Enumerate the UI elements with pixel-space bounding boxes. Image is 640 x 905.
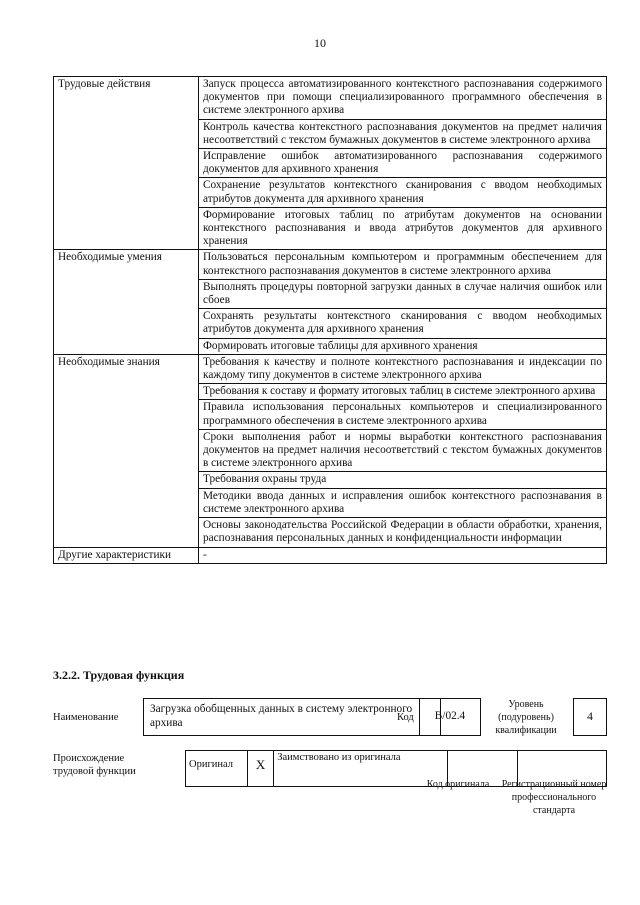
section-title: 3.2.2. Трудовая функция bbox=[53, 668, 185, 682]
row-label: Необходимые умения bbox=[54, 250, 199, 354]
function-name-row bbox=[53, 698, 607, 738]
table-cell: Требования к качеству и полноте контекстного распознавания и индексации по каждому типу документов в системе электронного архива bbox=[199, 354, 607, 383]
row-label: Необходимые знания bbox=[54, 354, 199, 547]
table-cell: Основы законодательства Российской Федерации в области обработки, хранения, распознавания персональных данных и конфиденциальности информации bbox=[199, 518, 607, 547]
origin-label: Происхождение трудовой функции bbox=[53, 753, 136, 777]
code-value: B/02.4 bbox=[419, 698, 481, 736]
row-label: Другие характеристики bbox=[54, 547, 199, 563]
table-row bbox=[54, 354, 607, 383]
table-row bbox=[54, 77, 607, 120]
table-cell: Сохранение результатов контекстного сканирования с вводом необходимых атрибутов документа для архивного хранения bbox=[199, 178, 607, 207]
labor-function-table bbox=[53, 76, 607, 564]
table-cell: Методики ввода данных и исправления ошибок контекстного распознавания в системе электронного архива bbox=[199, 488, 607, 517]
origin-code-caption: Код оригинала bbox=[426, 779, 490, 790]
table-row bbox=[54, 250, 607, 279]
table-cell: Требования охраны труда bbox=[199, 472, 607, 488]
name-value: Загрузка обобщенных данных в систему электронного архива bbox=[143, 698, 441, 736]
table-cell: Сроки выполнения работ и нормы выработки контекстного распознавания документов на предмет наличия несоответствий с текстом бумажных документов в системе электронного архива bbox=[199, 429, 607, 472]
origin-row bbox=[53, 750, 607, 830]
original-mark: X bbox=[247, 751, 273, 787]
level-value: 4 bbox=[573, 698, 607, 736]
row-label: Трудовые действия bbox=[54, 77, 199, 250]
original-label: Оригинал bbox=[186, 751, 248, 787]
borrowed-label: Заимствовано из оригинала bbox=[274, 751, 448, 787]
page-number: 10 bbox=[314, 36, 326, 50]
table-cell: Контроль качества контекстного распознавания документов на предмет наличия несоответствий с текстом бумажных документов в системе электронного архива bbox=[199, 119, 607, 148]
table-cell: Правила использования персональных компьютеров и специализированного программного обеспечения в системе электронного архива bbox=[199, 400, 607, 429]
code-label: Код bbox=[397, 712, 414, 723]
table-cell: Сохранять результаты контекстного сканирования с вводом необходимых атрибутов документа для архивного хранения bbox=[199, 309, 607, 338]
reg-number-caption: Регистрационный номер профессионального стандарта bbox=[501, 779, 607, 816]
table-cell: Формировать итоговые таблицы для архивного хранения bbox=[199, 338, 607, 354]
table-cell: - bbox=[199, 547, 607, 563]
level-label: Уровень (подуровень) квалификации bbox=[495, 699, 557, 736]
table-cell: Запуск процесса автоматизированного контекстного распознавания содержимого документов при помощи специализированного программного обеспечения в системе электронного архива bbox=[199, 77, 607, 120]
table-row bbox=[54, 547, 607, 563]
table-cell: Требования к составу и формату итоговых таблиц в системе электронного архива bbox=[199, 384, 607, 400]
name-label: Наименование bbox=[53, 712, 119, 723]
table-cell: Исправление ошибок автоматизированного распознавания содержимого документов для архивного хранения bbox=[199, 149, 607, 178]
table-cell: Выполнять процедуры повторной загрузки данных в случае наличия ошибок или сбоев bbox=[199, 279, 607, 308]
table-cell: Формирование итоговых таблиц по атрибутам документов на основании контекстного распознавания и ввода атрибутов документов для архивного хранения bbox=[199, 207, 607, 250]
table-cell: Пользоваться персональным компьютером и программным обеспечением для контекстного распознавания документов в системе электронного архива bbox=[199, 250, 607, 279]
